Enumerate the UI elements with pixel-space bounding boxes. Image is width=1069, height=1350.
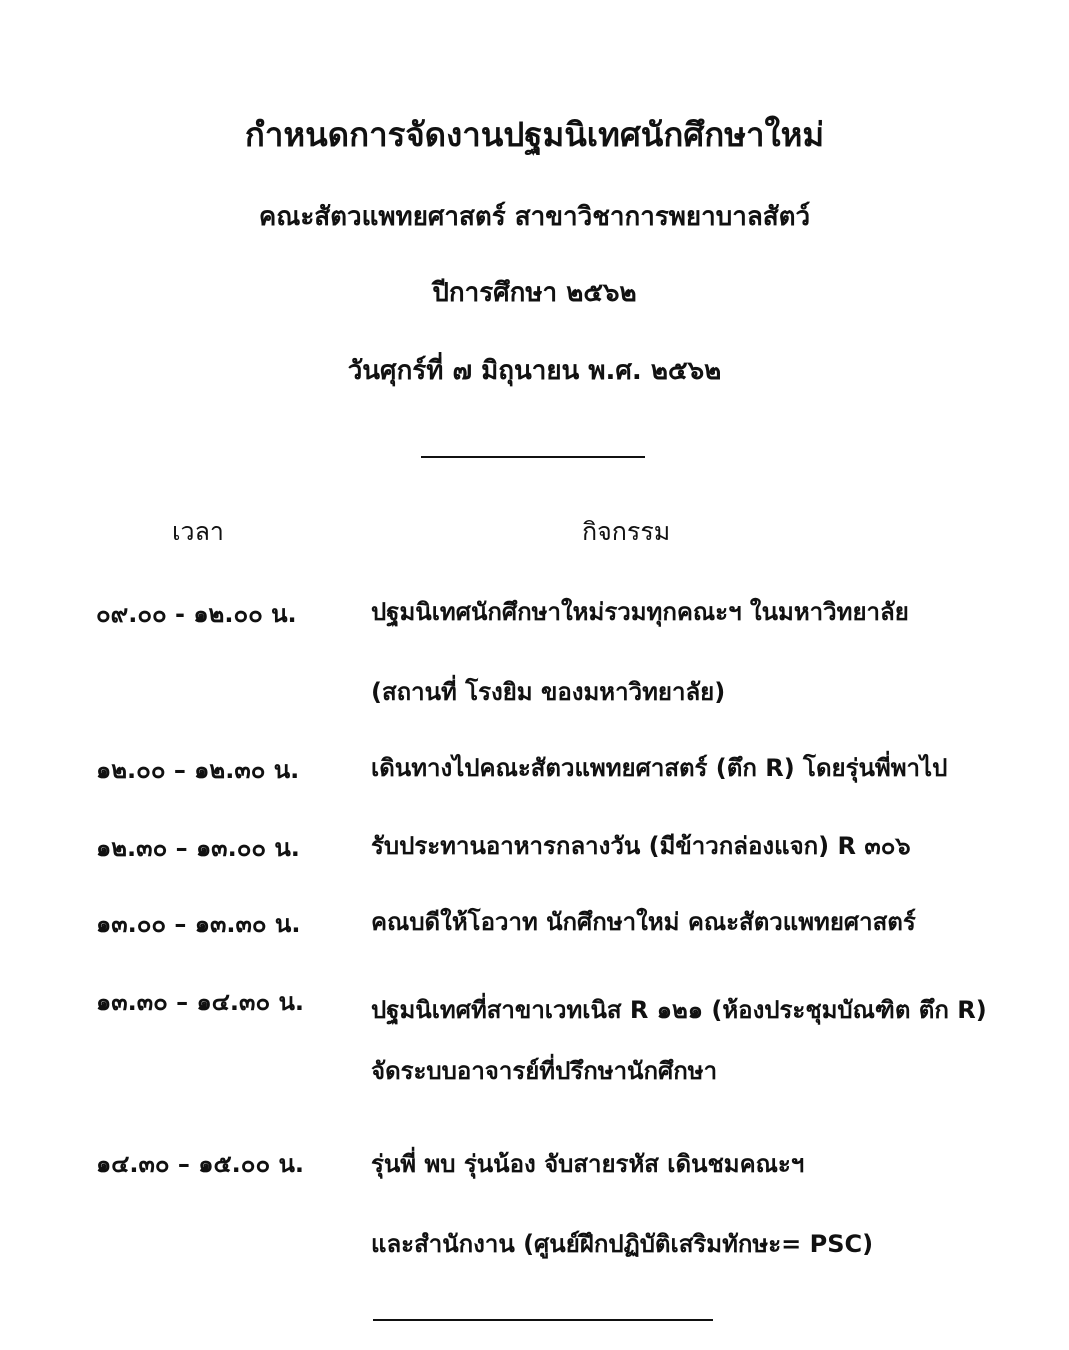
schedule-time: ๑๓.๓๐ – ๑๔.๓๐ น.: [96, 988, 304, 1016]
schedule-time: ๑๒.๐๐ – ๑๒.๓๐ น.: [96, 756, 300, 784]
schedule-activity: ปฐมนิเทศนักศึกษาใหม่รวมทุกคณะฯ ในมหาวิทยาลัย: [371, 598, 909, 626]
schedule-activity: รับประทานอาหารกลางวัน (มีข้าวกล่องแจก) R ๓๐๖: [371, 832, 911, 860]
top-divider: [421, 456, 645, 458]
column-header-activity: กิจกรรม: [582, 517, 671, 546]
schedule-activity: เดินทางไปคณะสัตวแพทยศาสตร์ (ตึก R) โดยรุ่นพี่พาไป: [371, 754, 948, 782]
column-header-time: เวลา: [172, 517, 224, 546]
schedule-activity-detail: จัดระบบอาจารย์ที่ปรึกษานักศึกษา: [371, 1057, 718, 1085]
schedule-activity: คณบดีให้โอวาท นักศึกษาใหม่ คณะสัตวแพทยศาสตร์: [371, 908, 916, 936]
faculty-subtitle: คณะสัตวแพทยศาสตร์ สาขาวิชาการพยาบาลสัตว์: [258, 202, 811, 232]
schedule-activity-detail: และสำนักงาน (ศูนย์ฝึกปฏิบัติเสริมทักษะ= PSC): [371, 1230, 874, 1258]
bottom-divider: [373, 1319, 713, 1321]
academic-year: ปีการศึกษา ๒๕๖๒: [432, 278, 637, 308]
schedule-time: ๑๔.๓๐ – ๑๕.๐๐ น.: [96, 1150, 304, 1178]
schedule-activity-detail: (สถานที่ โรงยิม ของมหาวิทยาลัย): [371, 678, 726, 706]
schedule-activity: รุ่นพี่ พบ รุ่นน้อง จับสายรหัส เดินชมคณะฯ: [371, 1150, 805, 1178]
event-date: วันศุกร์ที่ ๗ มิถุนายน พ.ศ. ๒๕๖๒: [347, 356, 722, 386]
schedule-activity: ปฐมนิเทศที่สาขาเวทเนิส R ๑๒๑ (ห้องประชุมบัณฑิต ตึก R): [371, 996, 987, 1024]
document-title: กำหนดการจัดงานปฐมนิเทศนักศึกษาใหม่: [244, 115, 825, 154]
schedule-time: ๐๙.๐๐ - ๑๒.๐๐ น.: [96, 600, 297, 628]
schedule-time: ๑๓.๐๐ – ๑๓.๓๐ น.: [96, 910, 301, 938]
schedule-time: ๑๒.๓๐ – ๑๓.๐๐ น.: [96, 834, 300, 862]
